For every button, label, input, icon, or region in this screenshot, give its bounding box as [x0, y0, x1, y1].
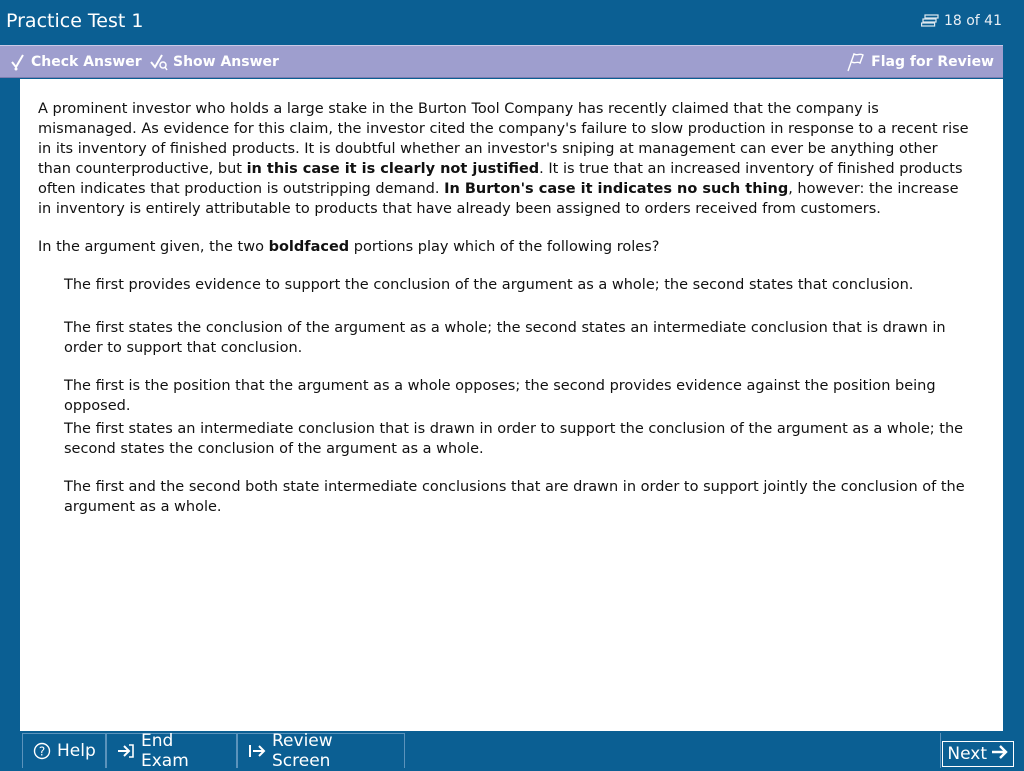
next-button[interactable] [942, 741, 1014, 767]
review-screen-button[interactable] [237, 731, 405, 771]
window-title: Practice Test 1 [6, 10, 144, 32]
question-text-after: portions play which of the following roles? [349, 239, 660, 255]
boldfaced-portion-1: in this case it is clearly not justified [246, 161, 540, 177]
answer-choice-b[interactable]: The first states the conclusion of the argument as a whole; the second states an intermediate conclusion that is drawn in order to support that conclusion. [64, 320, 946, 356]
show-answer-label: Show Answer [173, 54, 279, 70]
help-icon [33, 742, 51, 760]
right-arrow-icon [991, 744, 1009, 765]
answer-choice-d[interactable]: The first states an intermediate conclusion that is drawn in order to support the conclusion of the argument as a whole; the second states the conclusion of the argument as a whole. [64, 421, 964, 457]
flag-for-review-label: Flag for Review [871, 54, 994, 70]
question-counter [921, 13, 1002, 29]
next-button-area [940, 733, 1024, 768]
flag-icon [846, 52, 866, 72]
svg-text:?: ? [38, 744, 46, 759]
title-bar [0, 0, 1024, 44]
next-label: Next [947, 744, 987, 764]
question-counter-text: 18 of 41 [943, 13, 1002, 29]
answer-choice-c[interactable]: The first is the position that the argument as a whole opposes; the second provides evidence against the position being opposed. [64, 378, 936, 414]
check-answer-button[interactable] [10, 46, 142, 78]
question-text-before: In the argument given, the two [38, 239, 269, 255]
question-content-pane [20, 79, 1003, 731]
show-answer-button[interactable] [150, 46, 279, 78]
answer-choice-a[interactable]: The first provides evidence to support the conclusion of the argument as a whole; the second states that conclusion. [64, 277, 914, 293]
bottom-navigation-bar [0, 731, 1024, 771]
check-answer-label: Check Answer [31, 54, 142, 70]
flag-for-review-button[interactable] [846, 46, 994, 78]
end-exam-button[interactable] [106, 731, 237, 771]
help-button[interactable] [22, 733, 106, 768]
boldfaced-portion-2: In Burton's case it indicates no such thing [444, 181, 789, 197]
exit-arrow-icon [117, 743, 135, 759]
passage-segment-3: , however: the increase in inventory is entirely attributable to products that have already been assigned to orders received from customers. [38, 181, 959, 217]
passage-segment-2: . It is true that an increased inventory of finished products often indicates that production is outstripping demand. [38, 161, 963, 197]
question-stem [38, 237, 974, 257]
show-answer-icon [150, 53, 168, 71]
end-exam-label: End Exam [141, 731, 189, 771]
review-arrow-icon [248, 743, 266, 759]
toolbar [0, 45, 1003, 78]
question-bold-word: boldfaced [268, 239, 350, 255]
passage-segment-1: A prominent investor who holds a large stake in the Burton Tool Company has recently claimed that the company is mismanaged. As evidence for this claim, the investor cited the company's failure to slow production in response to a recent rise in its inventory of finished products. It is doubtful whether an investor's sniping at management can ever be anything other than counterproductive, but [38, 101, 969, 177]
review-screen-label: Review Screen [272, 731, 333, 771]
questions-stack-icon [921, 14, 939, 28]
passage-text [38, 99, 974, 219]
help-label: Help [57, 741, 96, 761]
check-answer-icon [10, 53, 26, 71]
answer-choice-e[interactable]: The first and the second both state intermediate conclusions that are drawn in order to support jointly the conclusion of the argument as a whole. [64, 479, 965, 515]
